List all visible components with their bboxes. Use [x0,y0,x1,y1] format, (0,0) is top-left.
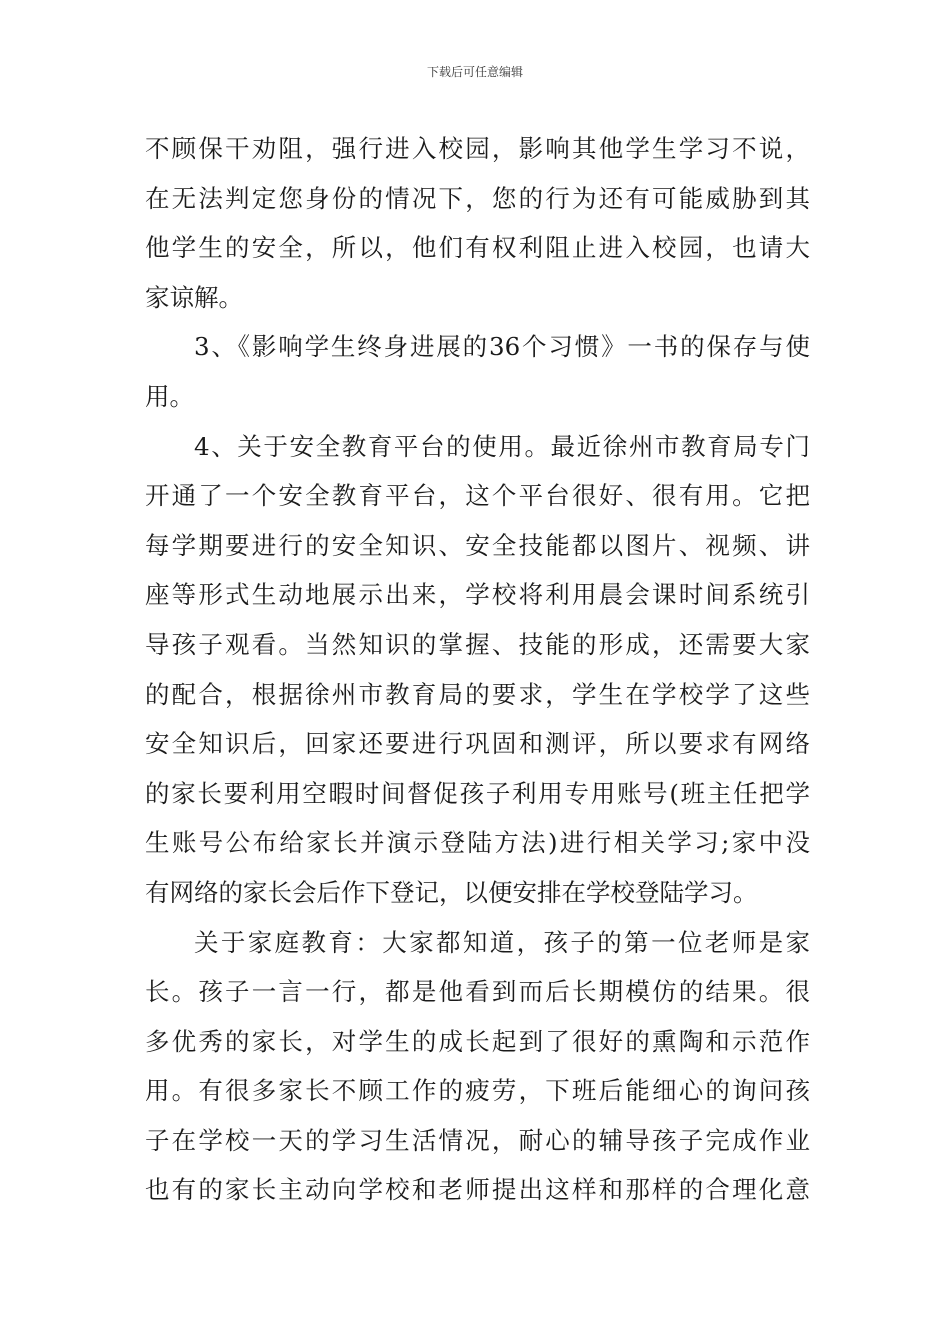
text-line: 每学期要进行的安全知识、安全技能都以图片、视频、讲 [145,530,810,560]
text-line: 家谅解。 [145,282,243,312]
text-line: 用。 [145,381,194,411]
text-line: 开通了一个安全教育平台，这个平台很好、很有用。它把 [145,481,810,511]
text-line: 他学生的安全，所以，他们有权利阻止进入校园，也请大 [145,233,810,263]
text-line: 子在学校一天的学习生活情况，耐心的辅导孩子完成作业 [145,1125,810,1155]
text-line: 生账号公布给家长并演示登陆方法)进行相关学习;家中没 [145,828,810,858]
text-line: 有网络的家长会后作下登记，以便安排在学校登陆学习。 [145,877,758,907]
text-line: 的家长要利用空暇时间督促孩子利用专用账号(班主任把学 [145,778,810,808]
text-line: 在无法判定您身份的情况下，您的行为还有可能威胁到其 [145,183,810,213]
text-line: 安全知识后，回家还要进行巩固和测评，所以要求有网络 [145,729,810,759]
text-line: 导孩子观看。当然知识的掌握、技能的形成，还需要大家 [145,629,810,659]
text-line: 关于家庭教育：大家都知道，孩子的第一位老师是家 [194,927,810,957]
text-line: 4、关于安全教育平台的使用。最近徐州市教育局专门 [194,431,810,461]
page-header: 下载后可任意编辑 [426,65,523,79]
text-line: 不顾保干劝阻，强行进入校园，影响其他学生学习不说， [145,134,810,163]
text-line: 长。孩子一言一行，都是他看到而后长期模仿的结果。很 [145,977,810,1007]
text-line: 多优秀的家长，对学生的成长起到了很好的熏陶和示范作 [145,1026,810,1056]
text-line: 的配合，根据徐州市教育局的要求，学生在学校学了这些 [145,679,810,709]
body-text [145,124,810,1215]
text-line: 用。有很多家长不顾工作的疲劳，下班后能细心的询问孩 [145,1076,810,1106]
text-line: 3、《影响学生终身进展的36个习惯》一书的保存与使 [194,332,810,362]
text-line: 座等形式生动地展示出来，学校将利用晨会课时间系统引 [145,580,810,610]
text-line: 也有的家长主动向学校和老师提出这样和那样的合理化意 [145,1175,810,1205]
